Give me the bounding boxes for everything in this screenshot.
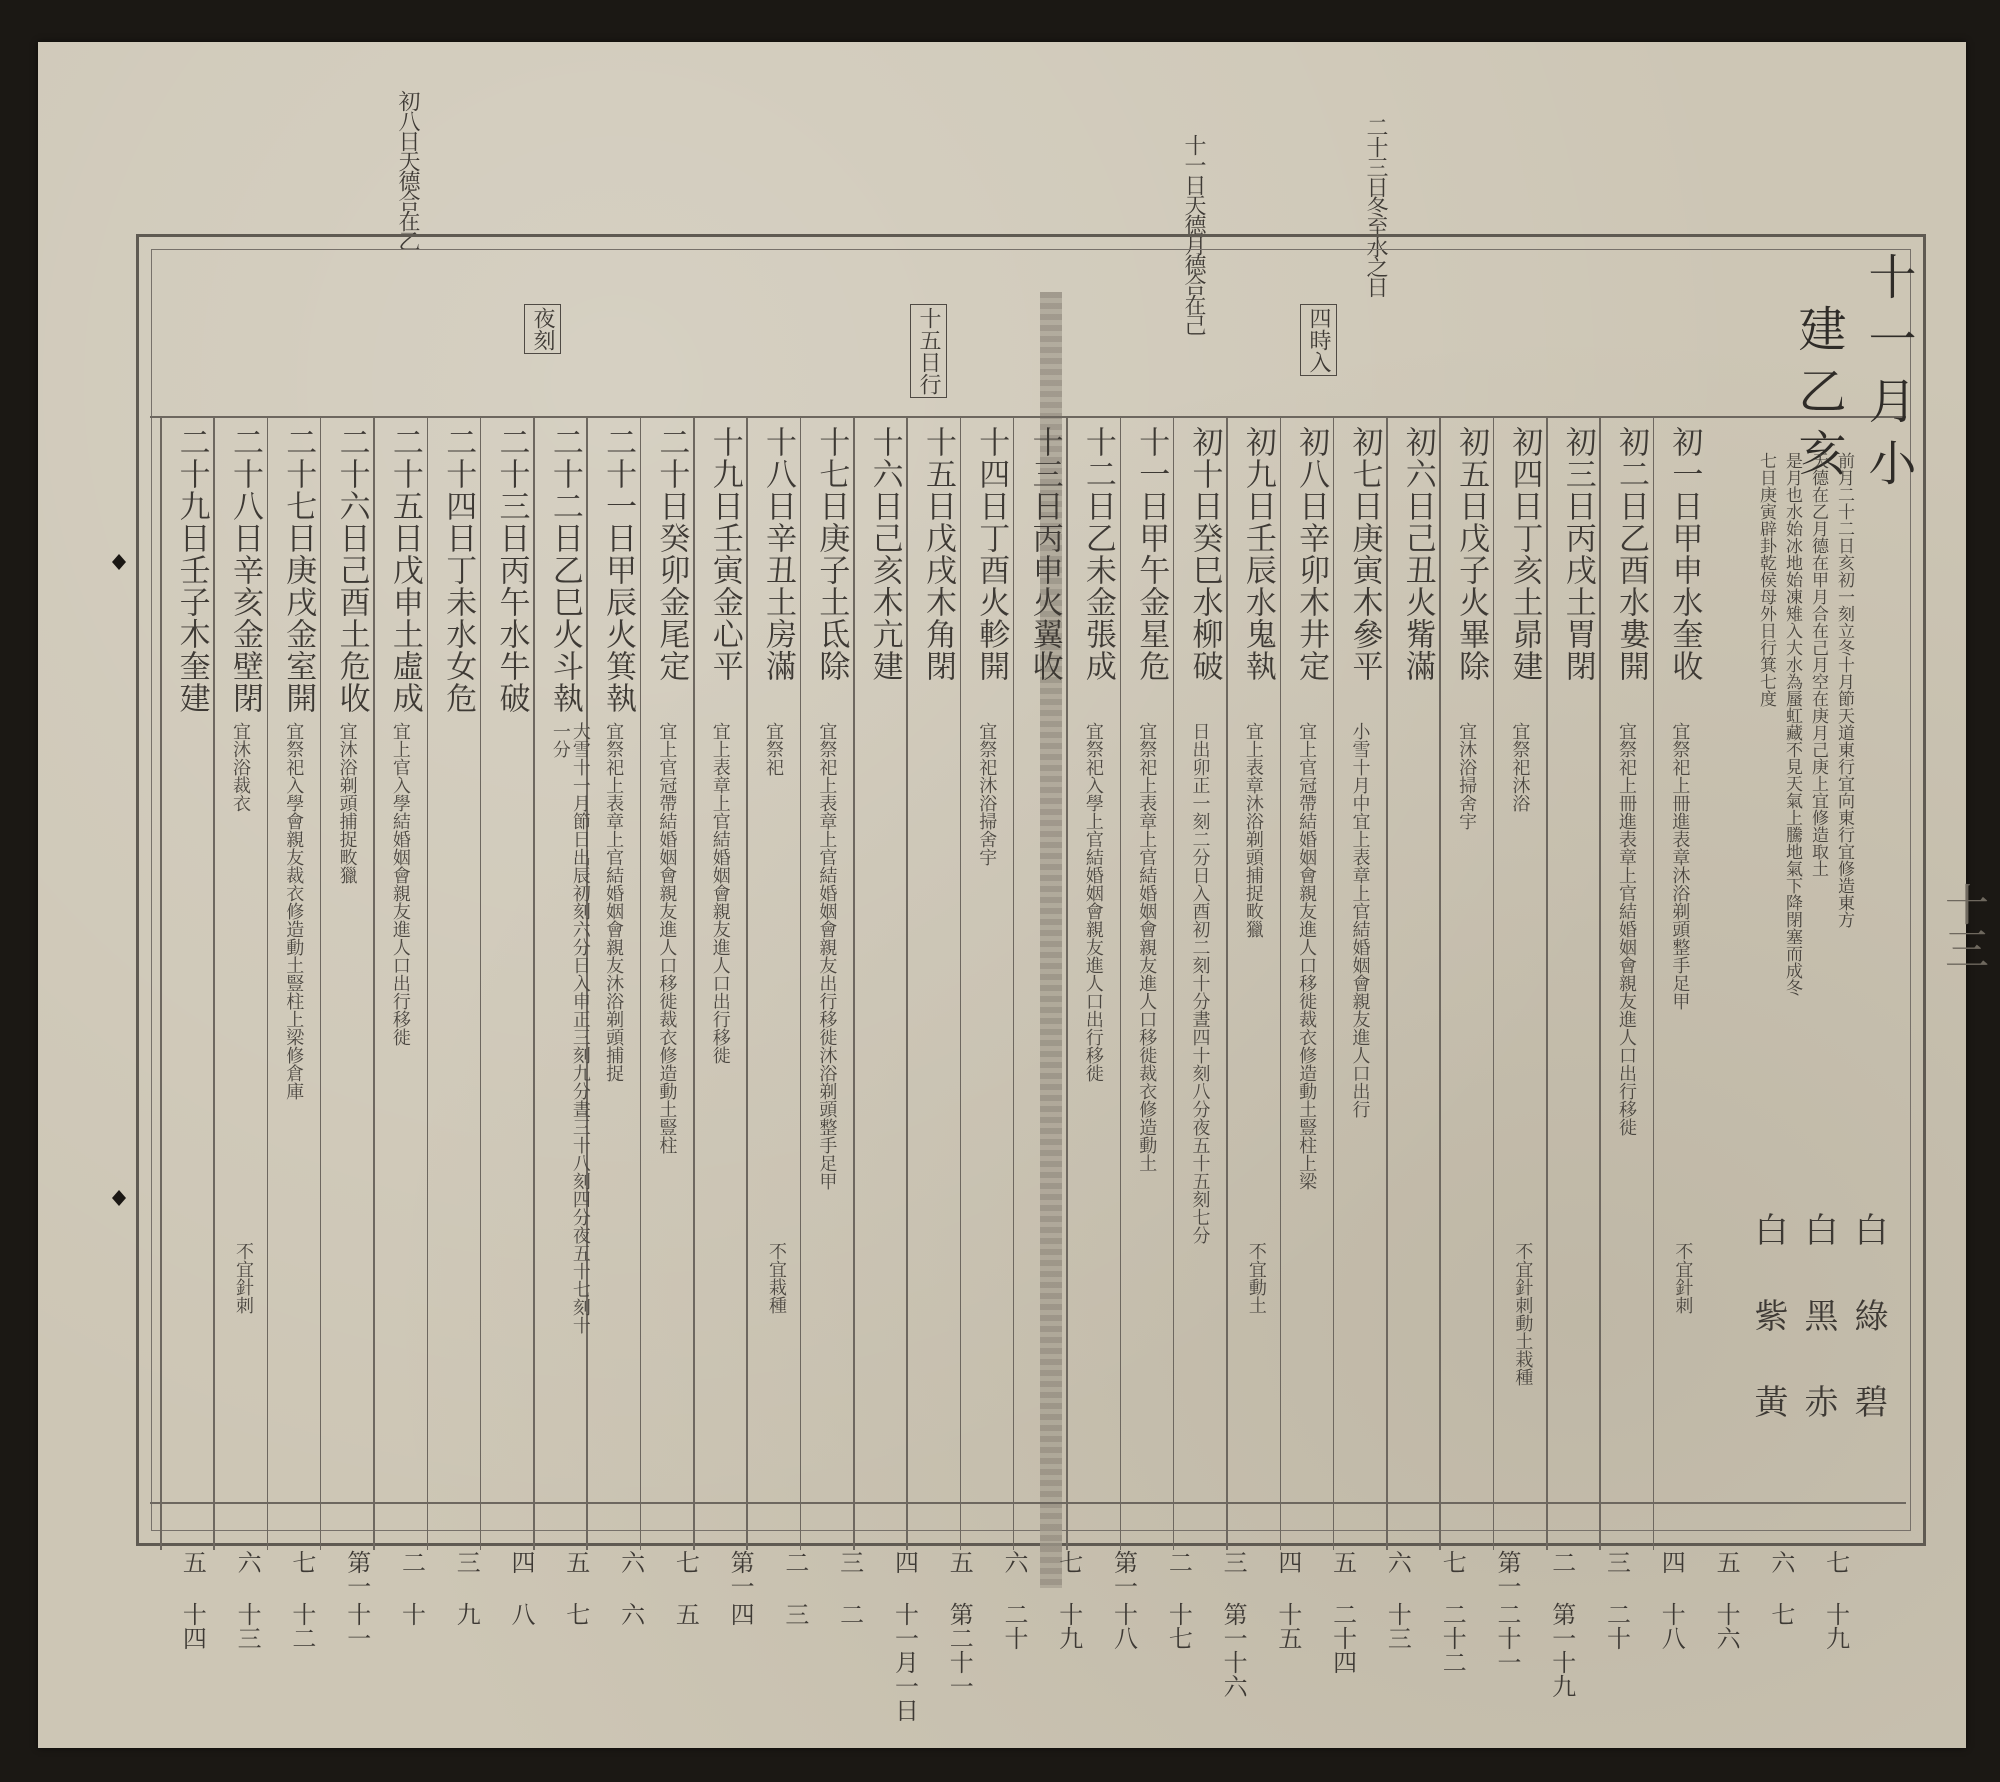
day-column (1226, 422, 1279, 1496)
footer-top-number: 六 (1000, 1550, 1028, 1574)
day-column (746, 422, 799, 1496)
footer-top-number: 七 (1054, 1550, 1083, 1574)
footer-top-number: 三 (1219, 1550, 1248, 1574)
footer-bottom-number: 二十 (1602, 1602, 1631, 1650)
day-date: 十九日壬寅金心平 (706, 426, 743, 682)
footer-top-number: 六 (1383, 1550, 1412, 1574)
day-column (1173, 422, 1226, 1496)
footer-bottom-number: 十四 (178, 1602, 207, 1650)
day-yi-text: 宜祭祀上冊進表章上官結婚姻會親友進人口出行移徙 (1616, 722, 1638, 1136)
day-date: 二十一日甲辰火箕執 (600, 426, 637, 714)
day-column (853, 422, 906, 1496)
day-yi-text: 宜沐浴掃舍宇 (1456, 722, 1478, 830)
day-column (1120, 422, 1173, 1496)
footer-top-number: 三 (1602, 1550, 1631, 1574)
day-date: 十三日丙申火翼收 (1026, 426, 1063, 682)
footer-bottom-number: 五 (671, 1602, 700, 1626)
footer-top-number: 四 (1657, 1550, 1686, 1574)
day-date: 初三日丙戌土胃閉 (1559, 426, 1596, 682)
day-yi-text: 宜祭祀上冊進表章沐浴剃頭整手足甲 (1669, 722, 1691, 1010)
footer-bottom-number: 十五 (1273, 1602, 1302, 1650)
day-date: 二十五日戊申土虛成 (386, 426, 423, 714)
top-note: 二十三日冬至水之日 (1363, 116, 1388, 296)
footer-top-number: 五 (178, 1550, 207, 1574)
nine-star-grid: 白 黑 赤 (1798, 1212, 1838, 1424)
day-date: 二十二日乙巳火斗執 (546, 426, 583, 714)
footer-top-number: 二 (1164, 1550, 1193, 1574)
day-date: 二十八日辛亥金壁閉 (226, 426, 263, 714)
day-yi-text: 宜上官冠帶結婚姻會親友進人口移徙裁衣修造動土豎柱 (656, 722, 678, 1154)
footer-top-number: 七 (1821, 1550, 1850, 1574)
footer-bottom-number: 七 (561, 1602, 590, 1626)
header-rule (150, 416, 1906, 418)
footer-bottom-number: 二十四 (1328, 1602, 1357, 1674)
footer-top-number: 七 (1438, 1550, 1467, 1574)
day-column (427, 422, 480, 1496)
day-date: 二十七日庚戌金室開 (280, 426, 317, 714)
footer-bottom-number: 七 (1766, 1602, 1795, 1626)
footer-bottom-number: 八 (507, 1602, 536, 1626)
day-yi-text: 宜祭祀 (763, 722, 785, 776)
column-rule (160, 416, 162, 1550)
day-yi-text: 宜上表章沐浴剃頭捕捉畋獵 (1242, 722, 1264, 938)
footer-bottom-number: 十九 (1054, 1602, 1083, 1650)
footer-top-number: 第一 (1492, 1550, 1521, 1598)
footer-top-number: 二 (397, 1550, 426, 1574)
day-date: 二十三日丙午水牛破 (493, 426, 530, 714)
footer-bottom-number: 二十二 (1438, 1602, 1467, 1674)
top-note: 初八日天德合在乙 (395, 90, 420, 250)
day-date: 初二日乙酉水婁開 (1613, 426, 1650, 682)
footer-bottom-number: 十八 (1657, 1602, 1686, 1650)
side-mark: 十三 (1937, 882, 1988, 970)
day-date: 初六日己丑火觜滿 (1399, 426, 1436, 682)
day-column (1280, 422, 1333, 1496)
footer-bottom-number: 十三 (1383, 1602, 1412, 1650)
day-date: 初九日壬辰水鬼執 (1239, 426, 1276, 682)
footer-bottom-number: 十一月一日 (890, 1602, 919, 1722)
footer-top-number: 六 (616, 1550, 645, 1574)
day-bu-text: 不宜動土 (1245, 1242, 1267, 1314)
day-column (1599, 422, 1652, 1496)
day-yi-text: 大雪十一月節日出辰初刻六分日入申正三刻九分晝三十八刻四分夜五十七刻十一分 (549, 722, 591, 1334)
footer-bottom-number: 十 (397, 1602, 426, 1626)
day-column (267, 422, 320, 1496)
footer-bottom-number: 第一十六 (1219, 1602, 1248, 1698)
day-column (1493, 422, 1546, 1496)
footer-top-number: 七 (671, 1550, 700, 1574)
footer-bottom-number: 六 (616, 1602, 645, 1626)
footer-bottom-number: 第二十一 (945, 1602, 974, 1698)
day-column (640, 422, 693, 1496)
day-date: 初五日戊子火畢除 (1453, 426, 1490, 682)
day-yi-text: 宜沐浴剃頭捕捉畋獵 (336, 722, 358, 884)
footer-top-number: 五 (561, 1550, 590, 1574)
month-note: 前月二十二日亥初一刻立冬十月節天道東行宜向東行宜修造東方 (1834, 452, 1854, 928)
footer-top-number: 六 (233, 1550, 262, 1574)
day-column (480, 422, 533, 1496)
day-yi-text: 宜祭祀沐浴掃舍宇 (976, 722, 998, 866)
footer-bottom-number: 九 (452, 1602, 481, 1626)
section-label: 夜刻 (524, 304, 561, 354)
day-column (960, 422, 1013, 1496)
day-yi-text: 宜祭祀沐浴 (1509, 722, 1531, 812)
footer-top-number: 四 (890, 1550, 919, 1574)
day-yi-text: 日出卯正一刻二分日入酉初二刻十分晝四十刻八分夜五十五刻七分 (1189, 722, 1211, 1244)
day-date: 十八日辛丑土房滿 (760, 426, 797, 682)
day-bu-text: 不宜針刺 (1672, 1242, 1694, 1314)
day-date: 初八日辛卯木井定 (1293, 426, 1330, 682)
month-note: 七日庚寅辟卦乾侯母外日行箕七度 (1756, 452, 1776, 707)
footer-bottom-number: 二十 (1000, 1602, 1028, 1650)
day-date: 十七日庚子土氐除 (813, 426, 850, 682)
footer-top-number: 五 (945, 1550, 974, 1574)
day-date: 二十日癸卯金尾定 (653, 426, 690, 682)
footer-top-number: 第一 (1109, 1550, 1138, 1598)
month-note: 天德在乙月德在甲月合在己月空在庚月己庚上宜修造取土 (1808, 452, 1828, 877)
binding-hole (112, 1190, 126, 1206)
footer-top-number: 六 (1766, 1550, 1795, 1574)
day-column (533, 422, 591, 1496)
day-column (320, 422, 373, 1496)
month-note: 是月也水始冰地始凍雉入大水為蜃虹藏不見天氣上騰地氣下降閉塞而成冬 (1782, 452, 1802, 996)
footer-top-number: 二 (1547, 1550, 1576, 1574)
day-bu-text: 不宜針刺 (232, 1242, 254, 1314)
day-date: 二十四日丁未水女危 (440, 426, 477, 714)
day-column (800, 422, 853, 1496)
day-date: 初十日癸巳水柳破 (1186, 426, 1223, 682)
day-date: 十四日丁酉火軫開 (973, 426, 1010, 682)
day-date: 初七日庚寅木參平 (1346, 426, 1383, 682)
day-date: 十五日戊戌木角閉 (919, 426, 956, 682)
day-column (1013, 422, 1066, 1496)
footer-bottom-number: 十七 (1164, 1602, 1193, 1650)
day-column (906, 422, 959, 1496)
footer-bottom-number: 十九 (1821, 1602, 1850, 1650)
day-yi-text: 小雪十月中宜上表章上官結婚姻會親友進人口出行 (1349, 722, 1371, 1118)
footer-top-number: 第一 (726, 1550, 755, 1598)
footer-bottom-number: 十二 (287, 1602, 316, 1650)
binding-hole (112, 554, 126, 570)
day-date: 二十九日壬子木奎建 (173, 426, 210, 714)
day-column (160, 422, 213, 1496)
day-column (1333, 422, 1386, 1496)
section-label: 十五日行 (910, 304, 947, 398)
calendar-sheet (38, 42, 1988, 1748)
day-yi-text: 宜上官入學結婚姻會親友進人口出行移徙 (389, 722, 411, 1046)
footer-top-number: 第一 (342, 1550, 371, 1598)
day-yi-text: 宜沐浴裁衣 (229, 722, 251, 812)
day-column (373, 422, 426, 1496)
day-date: 十六日己亥木亢建 (866, 426, 903, 682)
footer-bottom-number: 十三 (233, 1602, 262, 1650)
day-yi-text: 宜祭祀上表章上官結婚姻會親友進人口移徙裁衣修造動土 (1136, 722, 1158, 1172)
footer-top-number: 四 (507, 1550, 536, 1574)
day-column (586, 422, 639, 1496)
month-jian: 建乙亥 (1790, 304, 1846, 490)
footer-bottom-number: 十八 (1109, 1602, 1138, 1650)
day-column (1439, 422, 1492, 1496)
day-yi-text: 宜祭祀入學上官結婚姻會親友進人口出行移徙 (1082, 722, 1104, 1082)
footer-bottom-number: 十一 (342, 1602, 371, 1650)
day-column (1546, 422, 1599, 1496)
day-column (693, 422, 746, 1496)
day-column (1066, 422, 1119, 1496)
footer-bottom-number: 四 (726, 1602, 755, 1626)
day-date: 初一日甲申水奎收 (1666, 426, 1703, 682)
day-date: 十二日乙未金張成 (1079, 426, 1116, 682)
nine-star-grid: 白 紫 黃 (1748, 1212, 1788, 1424)
footer-top-number: 三 (835, 1550, 864, 1574)
day-column (1653, 422, 1706, 1496)
footer-rule (150, 1502, 1906, 1504)
day-yi-text: 宜上官冠帶結婚姻會親友進人口移徙裁衣修造動土豎柱上梁 (1296, 722, 1318, 1190)
day-yi-text: 宜祭祀上表章上官結婚姻會親友沐浴剃頭捕捉 (603, 722, 625, 1082)
day-date: 二十六日己酉土危收 (333, 426, 370, 714)
nine-star-grid: 白 綠 碧 (1848, 1212, 1888, 1424)
footer-top-number: 五 (1328, 1550, 1357, 1574)
day-yi-text: 宜祭祀上表章上官結婚姻會親友出行移徙沐浴剃頭整手足甲 (816, 722, 838, 1190)
top-note: 十一日天德月德合在己 (1181, 134, 1206, 334)
day-yi-text: 宜上表章上官結婚姻會親友進人口出行移徙 (709, 722, 731, 1064)
footer-top-number: 七 (287, 1550, 316, 1574)
footer-bottom-number: 二十一 (1492, 1602, 1521, 1674)
footer-top-number: 二 (780, 1550, 809, 1574)
footer-top-number: 五 (1712, 1550, 1741, 1574)
day-bu-text: 不宜栽種 (766, 1242, 788, 1314)
section-label: 四時入 (1300, 304, 1337, 376)
footer-bottom-number: 三 (780, 1602, 809, 1626)
footer-bottom-number: 第一十九 (1547, 1602, 1576, 1698)
day-date: 十一日甲午金星危 (1133, 426, 1170, 682)
month-title: 十一月小 (1860, 252, 1916, 500)
day-column (1386, 422, 1439, 1496)
footer-bottom-number: 十六 (1712, 1602, 1741, 1650)
footer-bottom-number: 二 (835, 1602, 864, 1626)
footer-top-number: 四 (1273, 1550, 1302, 1574)
day-date: 初四日丁亥土昴建 (1506, 426, 1543, 682)
day-column (213, 422, 266, 1496)
footer-top-number: 三 (452, 1550, 481, 1574)
day-bu-text: 不宜針刺動土栽種 (1512, 1242, 1534, 1386)
day-yi-text: 宜祭祀入學會親友裁衣修造動土豎柱上梁修倉庫 (283, 722, 305, 1100)
